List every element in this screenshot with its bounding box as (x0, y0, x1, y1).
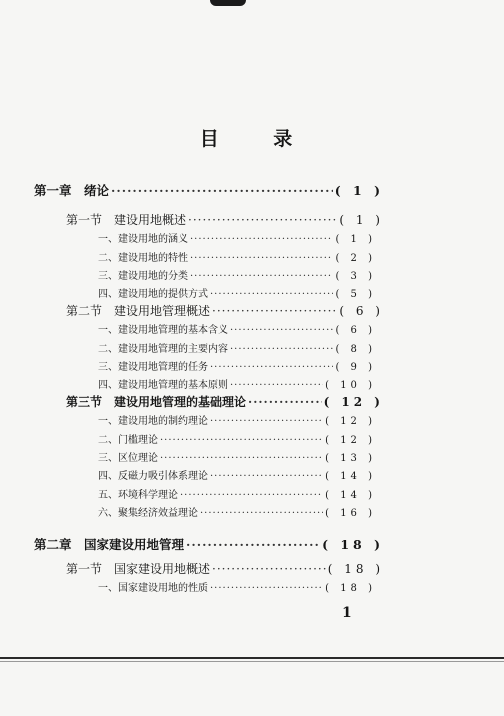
toc-entry-page: ( 1 ) (335, 234, 376, 245)
toc-entry-label: 第三节 建设用地管理的基础理论 (66, 395, 247, 409)
dot-leader (212, 562, 326, 576)
dot-leader (200, 508, 323, 519)
toc-subsection-entry (98, 230, 376, 245)
toc-entry-label: 四、建设用地的提供方式 (98, 289, 208, 300)
toc-subsection-entry (98, 579, 376, 594)
toc-entry-label: 第一章 绪论 (34, 183, 110, 198)
toc-entry-label: 二、门槛理论 (98, 435, 158, 446)
page-title: 目 录 (199, 128, 317, 150)
dot-leader (212, 304, 337, 318)
scan-mark (210, 0, 246, 6)
toc-entry-label: 第一节 国家建设用地概述 (66, 562, 211, 576)
toc-subsection-entry (98, 340, 376, 355)
toc-entry-label: 五、环境科学理论 (98, 490, 178, 501)
toc-entry-page: ( 10 ) (325, 380, 376, 391)
toc-entry-label: 二、建设用地的特性 (98, 253, 188, 264)
toc-entry-label: 第一节 建设用地概述 (66, 213, 187, 227)
toc-subsection-entry (98, 267, 376, 282)
toc-entry-label: 四、建设用地管理的基本原则 (98, 380, 228, 391)
toc-entry-page: ( 6 ) (335, 325, 376, 336)
toc-entry-page: ( 8 ) (335, 344, 376, 355)
toc-entry-page: ( 18 ) (325, 583, 376, 594)
toc-entry-page: ( 14 ) (325, 471, 376, 482)
toc-entry-label: 一、建设用地的制约理论 (98, 416, 208, 427)
toc-entry-label: 三、区位理论 (98, 453, 158, 464)
toc-entry-page: ( 12 ) (325, 435, 376, 446)
toc-entry-page: ( 16 ) (325, 508, 376, 519)
dot-leader (111, 183, 333, 198)
bottom-rule (0, 657, 504, 659)
toc-entry-label: 二、建设用地管理的主要内容 (98, 344, 228, 355)
dot-leader (230, 344, 333, 355)
toc-entry-page: ( 1 ) (339, 213, 384, 227)
toc-entry-label: 一、建设用地的涵义 (98, 234, 188, 245)
dot-leader (190, 234, 333, 245)
toc-section-entry (66, 393, 384, 410)
toc-chapter-entry (34, 535, 384, 553)
toc-subsection-entry (98, 467, 376, 482)
dot-leader (160, 435, 323, 446)
toc-entry-label: 三、建设用地的分类 (98, 271, 188, 282)
toc-chapter-entry (34, 181, 384, 199)
toc-entry-page: ( 1 ) (334, 183, 384, 198)
toc-subsection-entry (98, 249, 376, 264)
dot-leader (230, 380, 323, 391)
toc-entry-label: 一、建设用地管理的基本含义 (98, 325, 228, 336)
toc-entry-label: 一、国家建设用地的性质 (98, 583, 208, 594)
toc-entry-page: ( 3 ) (335, 271, 376, 282)
toc-entry-page: ( 13 ) (325, 453, 376, 464)
toc-entry-label: 第二节 建设用地管理概述 (66, 304, 211, 318)
dot-leader (210, 471, 323, 482)
toc-subsection-entry (98, 486, 376, 501)
page-number: 1 (342, 605, 352, 621)
dot-leader (186, 537, 320, 552)
dot-leader (190, 253, 333, 264)
dot-leader (160, 453, 323, 464)
toc-entry-page: ( 14 ) (325, 490, 376, 501)
dot-leader (210, 416, 323, 427)
dot-leader (248, 395, 322, 409)
toc-entry-page: ( 12 ) (323, 395, 384, 409)
toc-entry-page: ( 6 ) (339, 304, 384, 318)
toc-entry-page: ( 5 ) (335, 289, 376, 300)
toc-entry-label: 四、反磁力吸引体系理论 (98, 471, 208, 482)
toc-subsection-entry (98, 285, 376, 300)
toc-section-entry (66, 211, 384, 228)
dot-leader (230, 325, 333, 336)
toc-entry-page: ( 18 ) (327, 562, 384, 576)
toc-subsection-entry (98, 431, 376, 446)
toc-section-entry (66, 560, 384, 577)
dot-leader (210, 583, 323, 594)
toc-subsection-entry (98, 376, 376, 391)
toc-entry-page: ( 9 ) (335, 362, 376, 373)
toc-entry-page: ( 12 ) (325, 416, 376, 427)
toc-section-entry (66, 302, 384, 319)
toc-subsection-entry (98, 321, 376, 336)
toc-entry-label: 第二章 国家建设用地管理 (34, 537, 185, 552)
dot-leader (210, 289, 333, 300)
toc-entry-page: ( 2 ) (335, 253, 376, 264)
toc-entry-label: 六、聚集经济效益理论 (98, 508, 198, 519)
toc-subsection-entry (98, 358, 376, 373)
toc-subsection-entry (98, 504, 376, 519)
toc-subsection-entry (98, 449, 376, 464)
toc-entry-page: ( 18 ) (322, 537, 384, 552)
dot-leader (188, 213, 337, 227)
dot-leader (210, 362, 333, 373)
toc-entry-label: 三、建设用地管理的任务 (98, 362, 208, 373)
dot-leader (190, 271, 333, 282)
bottom-rule-thin (0, 661, 504, 662)
dot-leader (180, 490, 323, 501)
toc-subsection-entry (98, 412, 376, 427)
